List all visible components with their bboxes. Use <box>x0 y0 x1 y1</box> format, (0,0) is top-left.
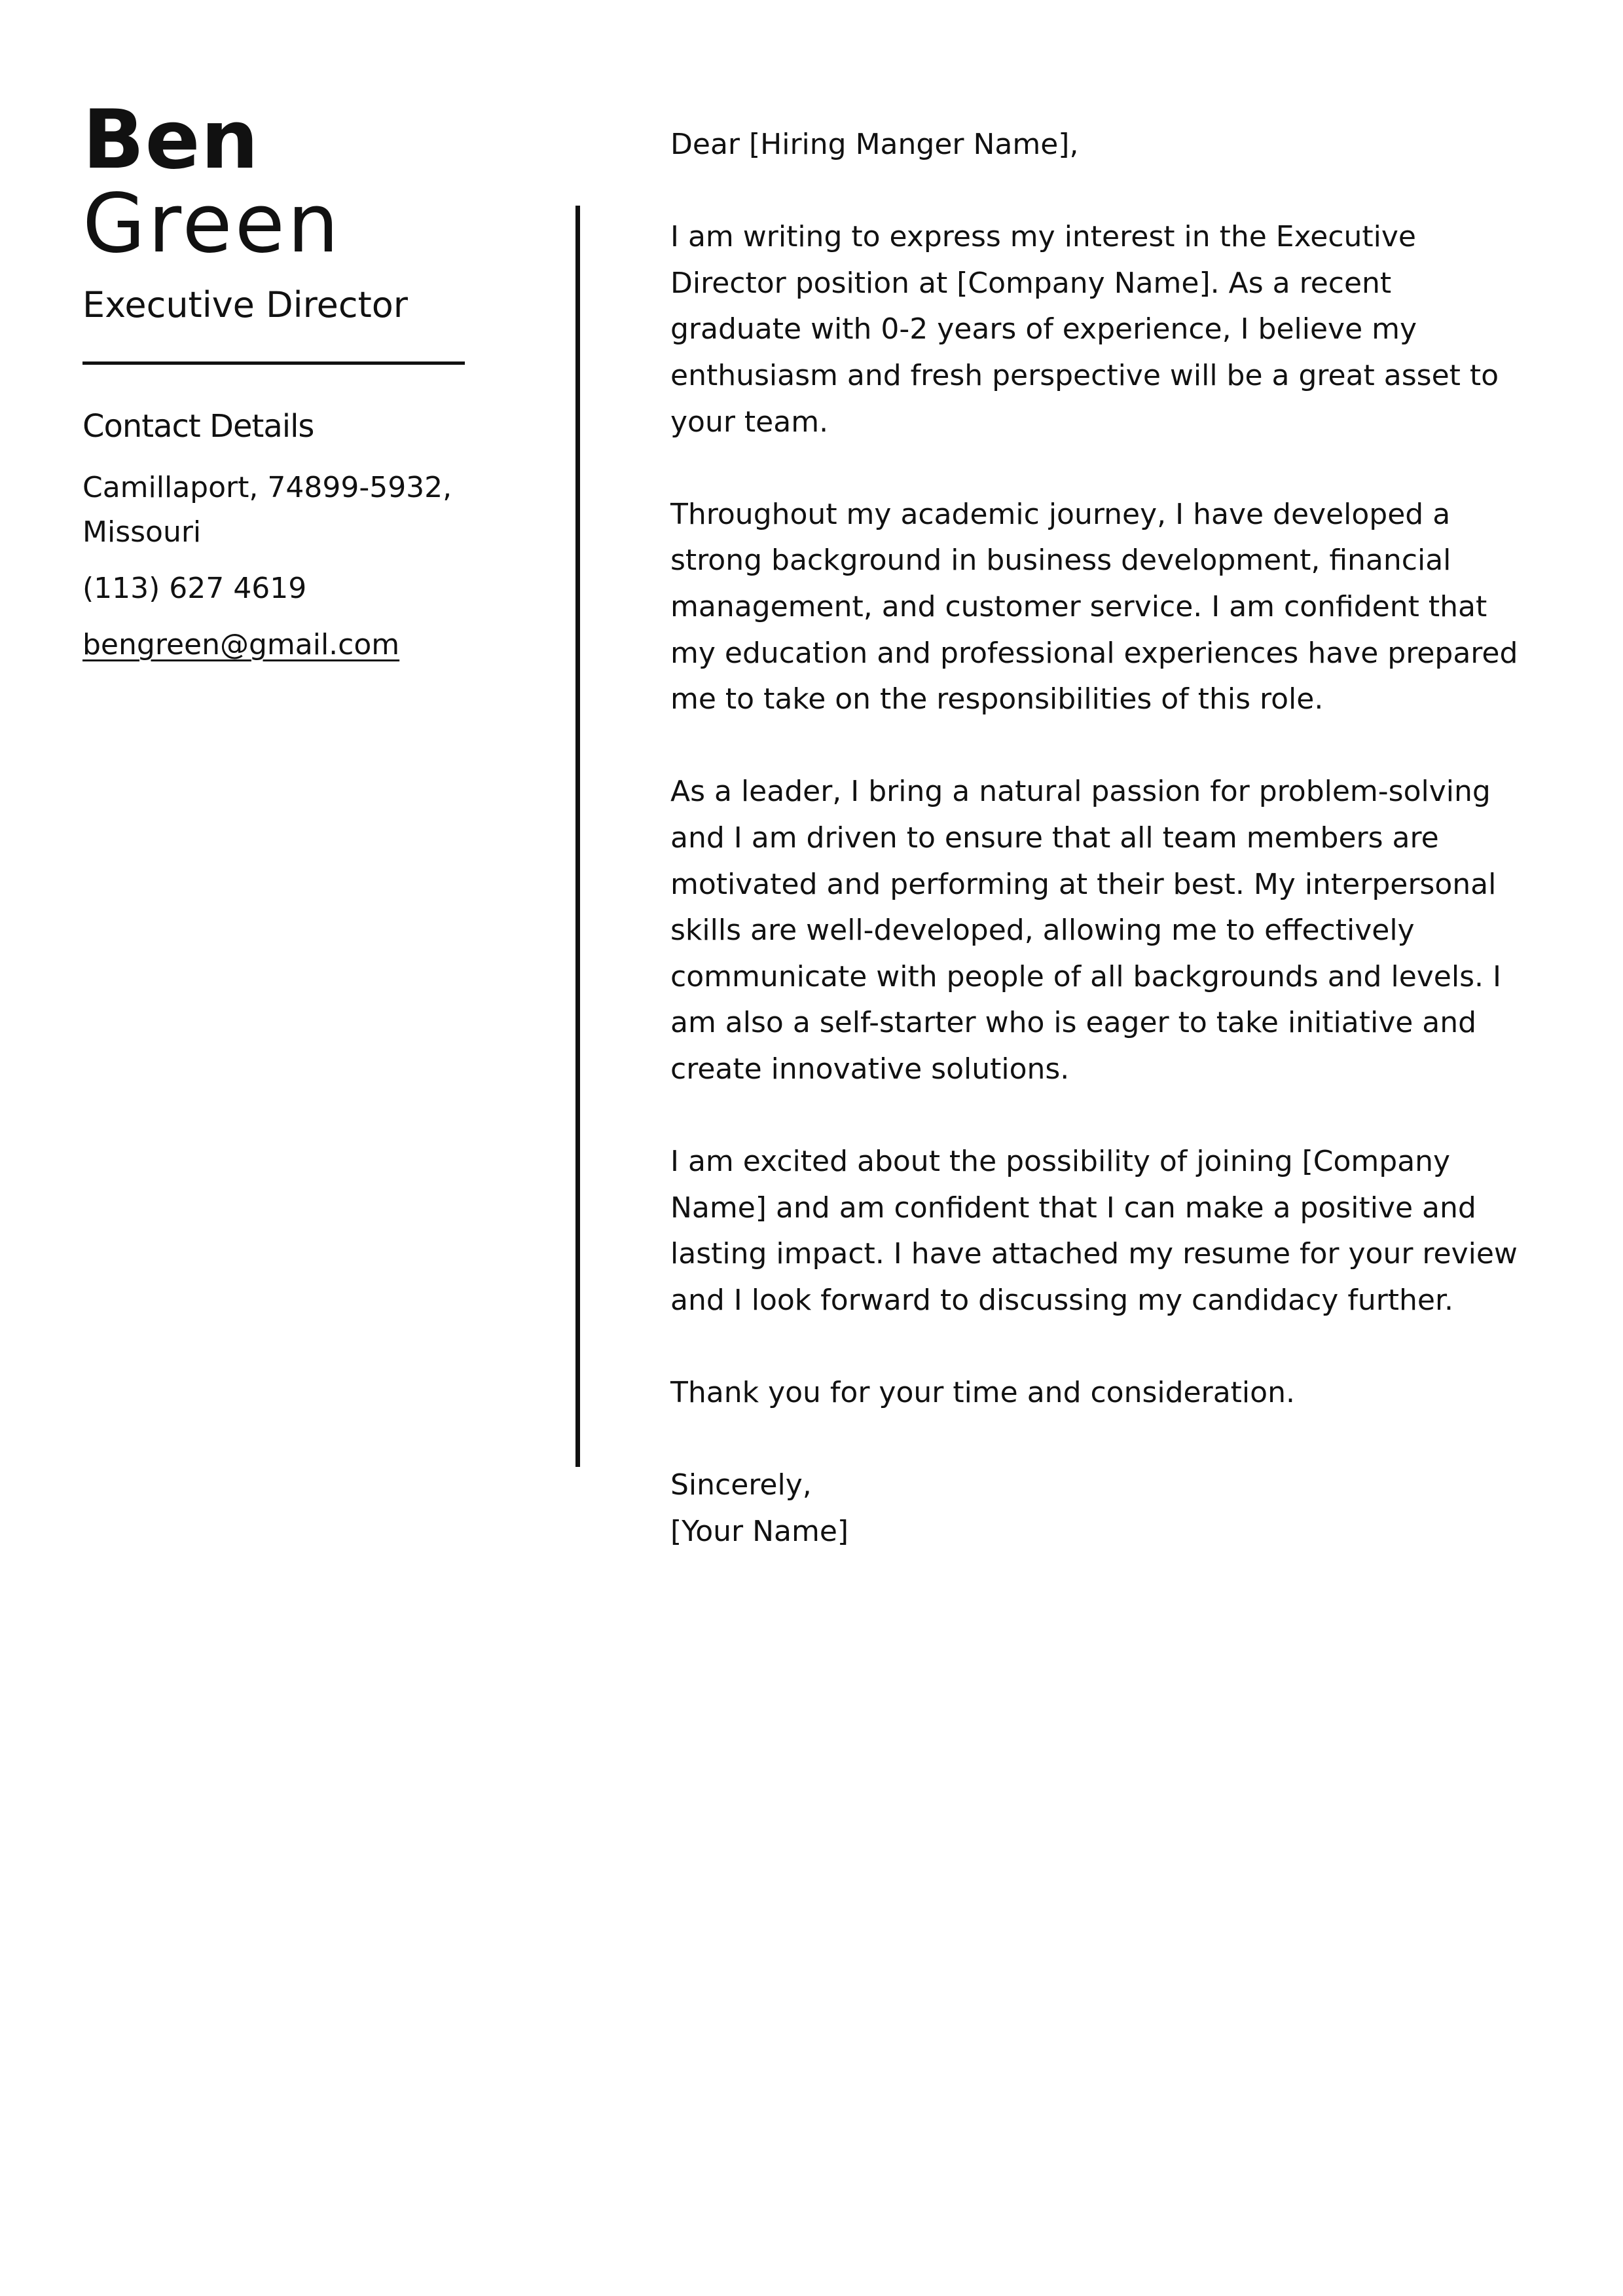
contact-heading: Contact Details <box>82 408 314 445</box>
letter-paragraph-3: As a leader, I bring a natural passion for problem-solving and I am driven to ensure that all team members are motivated and performing at their best. My interpersonal skills are well-developed, allowing me to effectively communicate with people of all backgrounds and levels. I am also a self-starter who is eager to take initiative and create innovative solutions. <box>670 775 1501 1086</box>
sidebar <box>82 93 475 667</box>
closing <box>670 1462 1528 1555</box>
contact-phone: (113) 627 4619 <box>82 572 307 605</box>
address-line-1: Camillaport, 74899-5932, <box>82 471 452 504</box>
job-title: Executive Director <box>82 284 408 325</box>
letter-paragraph-4: I am excited about the possibility of joining [Company Name] and am confident that I can make a positive and lasting impact. I have attached my resume for your review and I look forward to discussing my candidacy further. <box>670 1145 1518 1317</box>
closing-word: Sincerely, <box>670 1468 812 1502</box>
address-line-2: Missouri <box>82 515 202 549</box>
last-name: Green <box>82 177 342 271</box>
letter-paragraph-2: Throughout my academic journey, I have developed a strong background in business development, financial management, and customer service. I am confident that my education and professional experiences have prepared me to take on the responsibilities of this role. <box>670 497 1518 716</box>
signature: [Your Name] <box>670 1514 849 1548</box>
letter-paragraph-1: I am writing to express my interest in the Executive Director position at [Company Name]. As a recent graduate with 0-2 years of experience, I believe my enthusiasm and fresh perspective will be a great asset to your team. <box>670 220 1499 439</box>
vertical-divider <box>575 206 580 1467</box>
contact-email-link[interactable]: bengreen@gmail.com <box>82 628 400 661</box>
first-name: Ben <box>82 93 259 187</box>
salutation: Dear [Hiring Manger Name], <box>670 128 1079 161</box>
letter-body <box>670 122 1528 1555</box>
letter-paragraph-5: Thank you for your time and consideration. <box>670 1376 1295 1410</box>
title-divider <box>82 361 465 365</box>
contact-address <box>82 466 475 555</box>
